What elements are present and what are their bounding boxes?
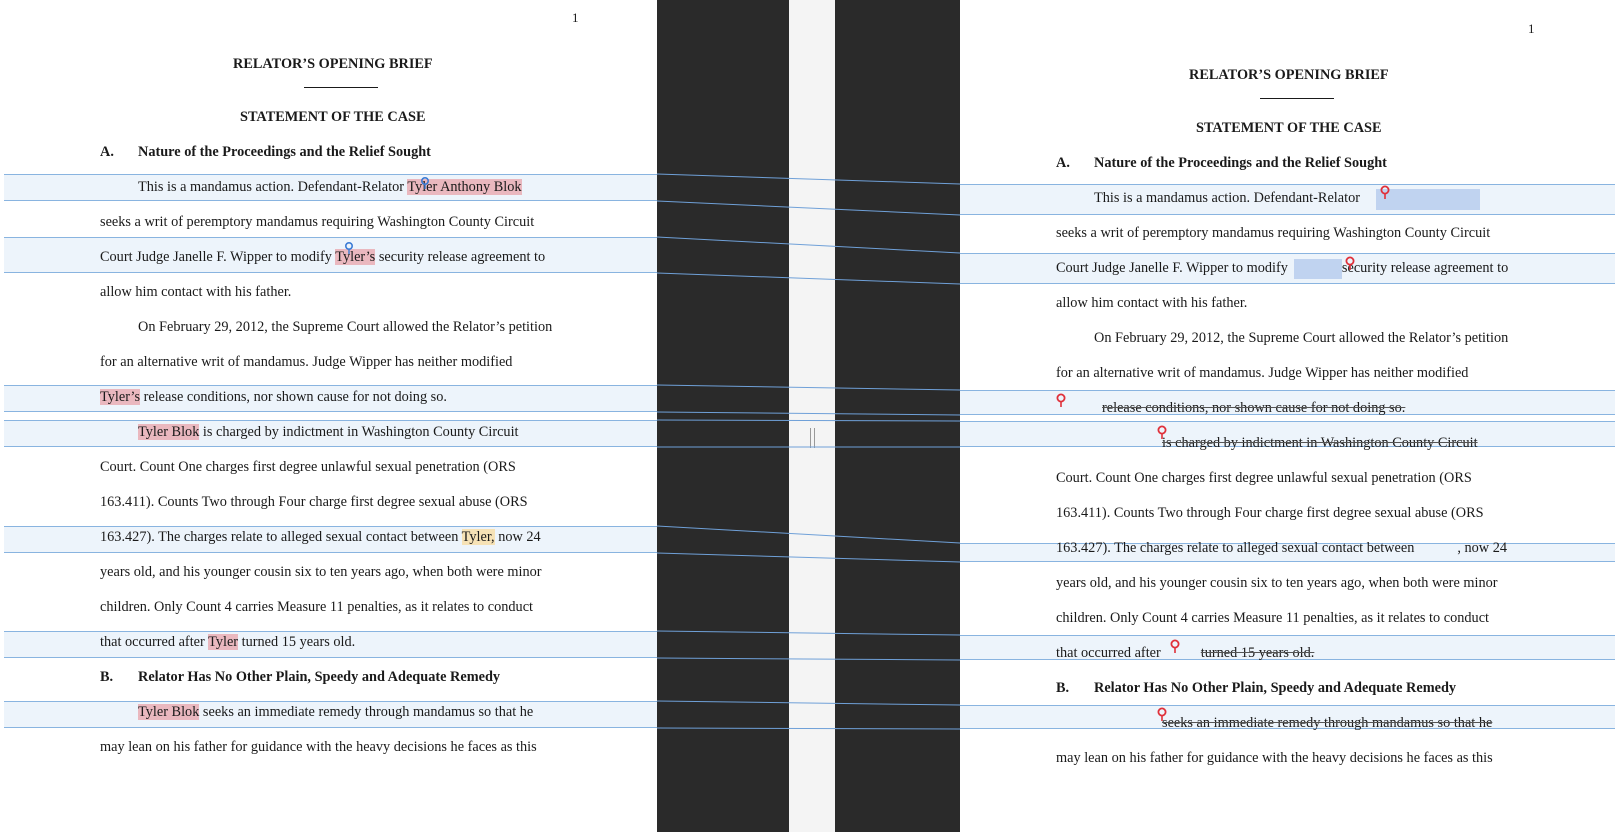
redaction-pin-icon[interactable] (1156, 425, 1168, 440)
section-heading: STATEMENT OF THE CASE (1196, 120, 1382, 136)
text-line: Court. Count One charges first degree unlawful sexual penetration (ORS (1056, 470, 1472, 486)
subsection-heading: Nature of the Proceedings and the Relief Sought (138, 144, 431, 160)
text-line: Court Judge Janelle F. Wipper to modify Tyler’s security release agreement to (100, 249, 546, 265)
text-line: is charged by indictment in Washington County Circuit (1162, 435, 1478, 451)
text-line: that occurred after turned 15 years old. (1056, 645, 1315, 661)
annotation-pin-icon[interactable] (420, 177, 430, 189)
text-line: 163.427). The charges relate to alleged sexual contact between , now 24 (1056, 540, 1507, 556)
brief-title: RELATOR’S OPENING BRIEF (233, 56, 433, 72)
page-number: 1 (1528, 21, 1535, 36)
text-line: 163.427). The charges relate to alleged sexual contact between Tyler, now 24 (100, 529, 541, 545)
deleted-text[interactable]: Tyler Anthony Blok (407, 179, 522, 195)
text-line: This is a mandamus action. Defendant-Relator (1094, 189, 1480, 210)
redacted-document-page[interactable] (960, 0, 1615, 832)
redaction-box[interactable] (1294, 259, 1342, 279)
page-number: 1 (572, 10, 579, 25)
redaction-pin-icon[interactable] (1379, 185, 1391, 200)
section-letter: B. (100, 669, 114, 685)
text-line: seeks a writ of peremptory mandamus requiring Washington County Circuit (100, 214, 535, 230)
left-page-gutter (657, 0, 789, 832)
text-line: release conditions, nor shown cause for not doing so. (1102, 400, 1406, 416)
section-heading: STATEMENT OF THE CASE (240, 109, 426, 125)
section-letter: A. (1056, 155, 1070, 171)
redaction-pin-icon[interactable] (1055, 393, 1067, 408)
title-underline (304, 87, 378, 88)
compare-divider (789, 0, 835, 832)
deleted-text[interactable]: Tyler’s (100, 389, 141, 405)
text-line: Tyler Blok is charged by indictment in Washington County Circuit (138, 424, 519, 440)
title-underline (1260, 98, 1334, 99)
original-document-page[interactable] (4, 0, 657, 826)
text-line: allow him contact with his father. (1056, 295, 1248, 311)
text-line: children. Only Count 4 carries Measure 11 penalties, as it relates to conduct (100, 599, 534, 615)
text-line: Court Judge Janelle F. Wipper to modify security release agreement to (1056, 259, 1508, 279)
right-page-gutter (835, 0, 960, 832)
deleted-text[interactable]: Tyler (208, 634, 239, 650)
text-line: may lean on his father for guidance with the heavy decisions he faces as this (100, 739, 537, 755)
subsection-heading: Nature of the Proceedings and the Relief Sought (1094, 155, 1387, 171)
text-line: years old, and his younger cousin six to ten years ago, when both were minor (1056, 575, 1498, 591)
changed-text[interactable]: Tyler, (461, 529, 495, 545)
section-letter: A. (100, 144, 114, 160)
redaction-pin-icon[interactable] (1169, 639, 1181, 654)
text-line: On February 29, 2012, the Supreme Court allowed the Relator’s petition (138, 319, 553, 335)
text-line: seeks a writ of peremptory mandamus requiring Washington County Circuit (1056, 225, 1491, 241)
text-line: On February 29, 2012, the Supreme Court allowed the Relator’s petition (1094, 330, 1509, 346)
deleted-text[interactable]: Tyler Blok (138, 704, 200, 720)
deleted-text[interactable]: Tyler’s (335, 249, 376, 265)
section-letter: B. (1056, 680, 1070, 696)
subsection-heading: Relator Has No Other Plain, Speedy and Adequate Remedy (138, 669, 501, 685)
text-line: Court. Count One charges first degree unlawful sexual penetration (ORS (100, 459, 516, 475)
text-line: 163.411). Counts Two through Four charge first degree sexual abuse (ORS (1056, 505, 1484, 521)
redaction-pin-icon[interactable] (1156, 707, 1168, 722)
text-line: 163.411). Counts Two through Four charge first degree sexual abuse (ORS (100, 494, 528, 510)
text-line: that occurred after Tyler turned 15 years old. (100, 634, 356, 650)
text-line: years old, and his younger cousin six to ten years ago, when both were minor (100, 564, 542, 580)
text-line: Tyler Blok seeks an immediate remedy through mandamus so that he (138, 704, 534, 720)
text-line: This is a mandamus action. Defendant-Relator Tyler Anthony Blok (138, 179, 522, 195)
text-line: allow him contact with his father. (100, 284, 292, 300)
deleted-text[interactable]: Tyler Blok (138, 424, 200, 440)
text-line: may lean on his father for guidance with the heavy decisions he faces as this (1056, 750, 1493, 766)
subsection-heading: Relator Has No Other Plain, Speedy and Adequate Remedy (1094, 680, 1457, 696)
text-line: children. Only Count 4 carries Measure 11 penalties, as it relates to conduct (1056, 610, 1490, 626)
brief-title: RELATOR’S OPENING BRIEF (1189, 67, 1389, 83)
text-line: Tyler’s release conditions, nor shown cause for not doing so. (100, 389, 447, 405)
redaction-box[interactable] (1376, 189, 1480, 210)
text-line: for an alternative writ of mandamus. Judge Wipper has neither modified (1056, 365, 1469, 381)
text-line: for an alternative writ of mandamus. Judge Wipper has neither modified (100, 354, 513, 370)
splitter-handle[interactable] (810, 428, 815, 448)
text-line: seeks an immediate remedy through mandamus so that he (1162, 715, 1493, 731)
annotation-pin-icon[interactable] (344, 242, 354, 254)
redaction-pin-icon[interactable] (1344, 256, 1356, 271)
